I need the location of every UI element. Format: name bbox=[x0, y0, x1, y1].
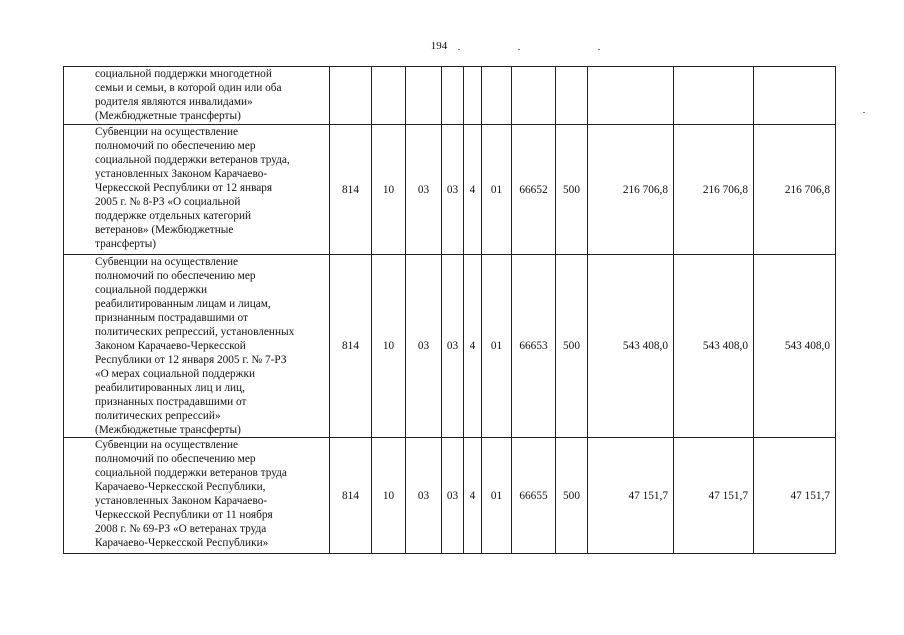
code-cell bbox=[330, 67, 372, 125]
row-description: Субвенции на осуществление полномочий по обеспечению мер социальной поддержки ветеранов труда, установленных Законом Карачаево- Черкесской Республики от 12 января 2005 г. № 8-РЗ «О социальной поддержке отдельных категорий ветеранов» (Межбюджетные трансферты) bbox=[64, 125, 330, 255]
code-cell: 814 bbox=[330, 438, 372, 554]
amount-cell: 216 706,8 bbox=[674, 125, 754, 255]
table-row bbox=[64, 255, 836, 438]
amount-cell: 47 151,7 bbox=[674, 438, 754, 554]
code-cell: 66653 bbox=[512, 255, 556, 438]
amount-cell bbox=[674, 67, 754, 125]
amount-cell: 543 408,0 bbox=[674, 255, 754, 438]
row-description: Субвенции на осуществление полномочий по обеспечению мер социальной поддержки ветеранов труда Карачаево-Черкесской Республики, установленных Законом Карачаево- Черкесской Республики от 11 ноября 2008 г. № 69-РЗ «О ветеранах труда Карачаево-Черкесской Республики» bbox=[64, 438, 330, 554]
code-cell: 66655 bbox=[512, 438, 556, 554]
amount-cell: 543 408,0 bbox=[588, 255, 674, 438]
amount-cell: 543 408,0 bbox=[754, 255, 836, 438]
amount-cell: 47 151,7 bbox=[754, 438, 836, 554]
code-cell: 03 bbox=[406, 438, 442, 554]
code-cell bbox=[406, 67, 442, 125]
code-cell: 4 bbox=[464, 125, 482, 255]
table-row bbox=[64, 125, 836, 255]
code-cell: 500 bbox=[556, 255, 588, 438]
code-cell: 4 bbox=[464, 438, 482, 554]
code-cell bbox=[482, 67, 512, 125]
code-cell bbox=[372, 67, 406, 125]
amount-cell: 216 706,8 bbox=[588, 125, 674, 255]
code-cell: 03 bbox=[442, 125, 464, 255]
code-cell: 10 bbox=[372, 125, 406, 255]
code-cell: 500 bbox=[556, 438, 588, 554]
code-cell: 03 bbox=[406, 125, 442, 255]
table-row bbox=[64, 67, 836, 125]
code-cell: 01 bbox=[482, 125, 512, 255]
amount-cell: 47 151,7 bbox=[588, 438, 674, 554]
table-row bbox=[64, 438, 836, 554]
amount-cell: 216 706,8 bbox=[754, 125, 836, 255]
code-cell bbox=[556, 67, 588, 125]
code-cell: 814 bbox=[330, 255, 372, 438]
code-cell: 01 bbox=[482, 255, 512, 438]
code-cell: 03 bbox=[406, 255, 442, 438]
code-cell: 66652 bbox=[512, 125, 556, 255]
code-cell bbox=[512, 67, 556, 125]
code-cell: 4 bbox=[464, 255, 482, 438]
page-number: 194 bbox=[430, 40, 448, 52]
code-cell bbox=[464, 67, 482, 125]
code-cell: 500 bbox=[556, 125, 588, 255]
code-cell bbox=[442, 67, 464, 125]
table-body bbox=[64, 67, 836, 554]
row-description: социальной поддержки многодетной семьи и семьи, в которой один или оба родителя являются инвалидами» (Межбюджетные трансферты) bbox=[64, 67, 330, 125]
code-cell: 10 bbox=[372, 438, 406, 554]
code-cell: 01 bbox=[482, 438, 512, 554]
code-cell: 814 bbox=[330, 125, 372, 255]
code-cell: 10 bbox=[372, 255, 406, 438]
amount-cell bbox=[754, 67, 836, 125]
row-description: Субвенции на осуществление полномочий по обеспечению мер социальной поддержки реабилитированным лицам и лицам, признанным пострадавшими от политических репрессий, установленных Законом Карачаево-Черкесской Республики от 12 января 2005 г. № 7-РЗ «О мерах социальной поддержки реабилитированных лиц и лиц, признанных пострадавшими от политических репрессий» (Межбюджетные трансферты) bbox=[64, 255, 330, 438]
amount-cell bbox=[588, 67, 674, 125]
code-cell: 03 bbox=[442, 438, 464, 554]
code-cell: 03 bbox=[442, 255, 464, 438]
budget-table bbox=[63, 66, 836, 554]
